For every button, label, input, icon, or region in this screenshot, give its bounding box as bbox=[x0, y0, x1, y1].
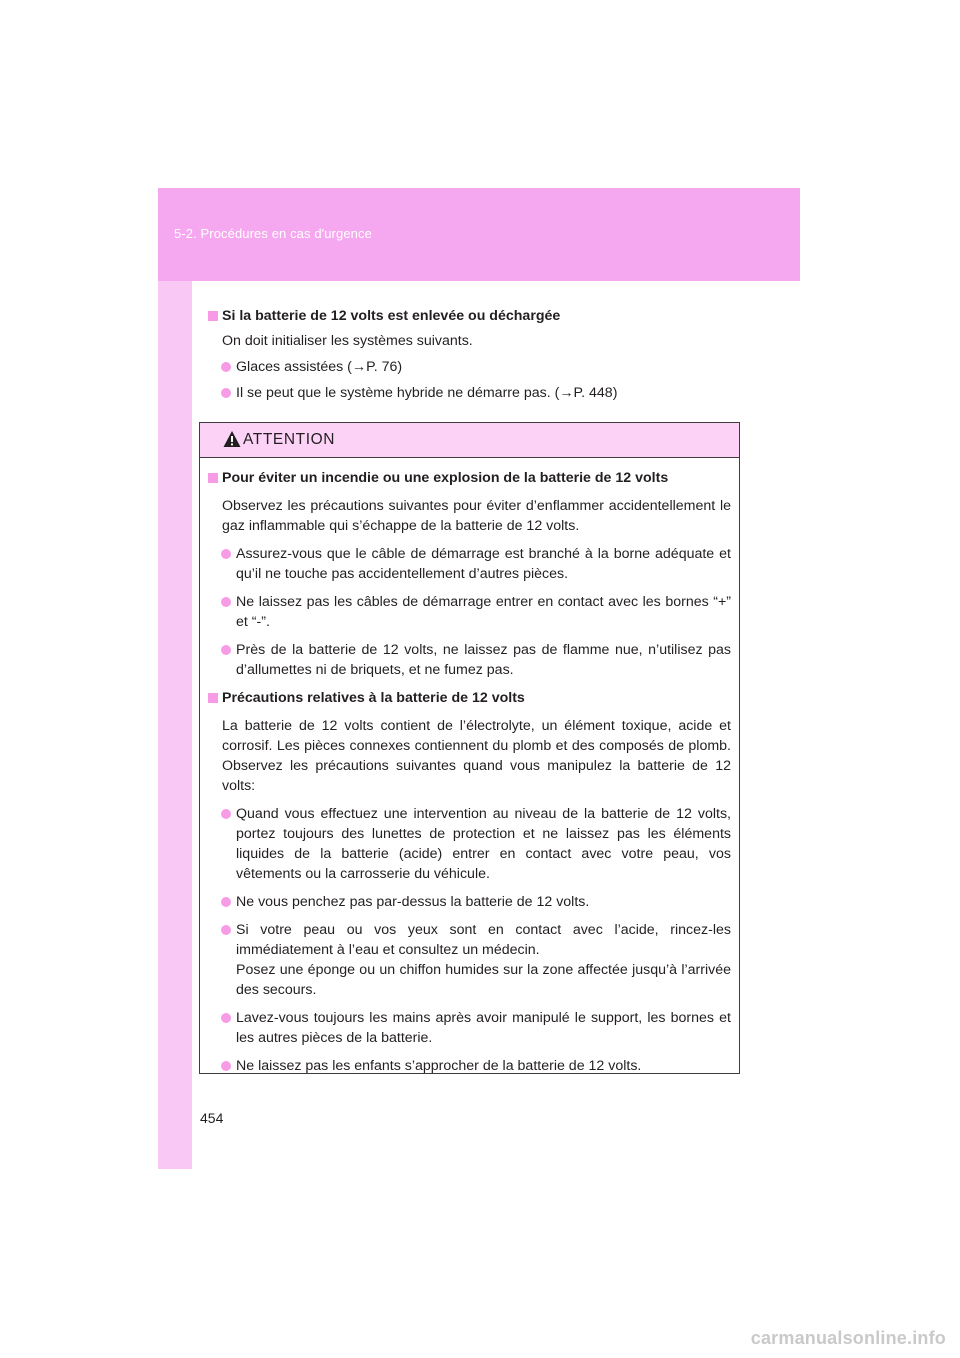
warning-text-battery: La batterie de 12 volts contient de l’électrolyte, un élément toxique, acide et corrosif. Les pièces connexes contiennent du plomb et des composés de plomb. Observez les précautions suivantes quand vous manipulez la batterie de 12 volts: bbox=[222, 718, 731, 794]
round-bullet-icon bbox=[221, 1061, 231, 1071]
list-item: Il se peut que le système hybride ne démarre pas. (→P. 448) bbox=[208, 383, 748, 403]
square-bullet-icon bbox=[208, 693, 218, 703]
round-bullet-icon bbox=[221, 645, 231, 655]
warning-title: ATTENTION bbox=[243, 431, 336, 448]
round-bullet-icon bbox=[221, 388, 231, 398]
round-bullet-icon bbox=[221, 809, 231, 819]
list-item: Près de la batterie de 12 volts, ne laissez pas de flamme nue, n’utilisez pas d’allumettes ni de briquets, et ne fumez pas. bbox=[208, 640, 731, 680]
warning-body bbox=[200, 458, 739, 1076]
intro-heading: Si la batterie de 12 volts est enlevée ou déchargée bbox=[208, 306, 748, 326]
round-bullet-icon bbox=[221, 597, 231, 607]
warning-heading-fire: Pour éviter un incendie ou une explosion de la batterie de 12 volts bbox=[208, 468, 731, 488]
list-item: Ne laissez pas les câbles de démarrage entrer en contact avec les bornes “+” et “-”. bbox=[208, 592, 731, 632]
round-bullet-icon bbox=[221, 362, 231, 372]
intro-text: On doit initialiser les systèmes suivants. bbox=[222, 333, 473, 349]
intro-block bbox=[208, 306, 748, 403]
list-item: Lavez-vous toujours les mains après avoir manipulé le support, les bornes et les autres pièces de la batterie. bbox=[208, 1008, 731, 1048]
list-item: Ne laissez pas les enfants s’approcher de la batterie de 12 volts. bbox=[208, 1056, 731, 1076]
list-item: Quand vous effectuez une intervention au niveau de la batterie de 12 volts, portez toujours des lunettes de protection et ne laissez pas les éléments liquides de la batterie (acide) entrer en contact avec votre peau, vos vêtements ou la carrosserie du véhicule. bbox=[208, 804, 731, 884]
page-number: 454 bbox=[200, 1110, 224, 1126]
side-margin-band bbox=[158, 281, 192, 1169]
round-bullet-icon bbox=[221, 549, 231, 559]
round-bullet-icon bbox=[221, 925, 231, 935]
warning-triangle-icon bbox=[223, 430, 241, 448]
square-bullet-icon bbox=[208, 473, 218, 483]
list-item: Ne vous penchez pas par-dessus la batterie de 12 volts. bbox=[208, 892, 731, 912]
list-item: Si votre peau ou vos yeux sont en contact avec l’acide, rincez-les immédiatement à l’eau et consultez un médecin. Posez une éponge ou un chiffon humides sur la zone affectée jusqu’à l’arrivée des secours. bbox=[208, 920, 731, 1000]
watermark: carmanualsonline.info bbox=[750, 1328, 946, 1348]
warning-text-fire: Observez les précautions suivantes pour éviter d’enflammer accidentellement le gaz inflammable qui s’échappe de la batterie de 12 volts. bbox=[222, 498, 731, 534]
warning-box bbox=[199, 422, 740, 1074]
warning-header bbox=[200, 423, 739, 458]
section-title: 5-2. Procédures en cas d'urgence bbox=[174, 226, 372, 241]
round-bullet-icon bbox=[221, 1013, 231, 1023]
round-bullet-icon bbox=[221, 897, 231, 907]
square-bullet-icon bbox=[208, 311, 218, 321]
warning-heading-battery: Précautions relatives à la batterie de 12 volts bbox=[208, 688, 731, 708]
list-item: Glaces assistées (→P. 76) bbox=[208, 357, 748, 377]
list-item: Assurez-vous que le câble de démarrage est branché à la borne adéquate et qu’il ne touche pas accidentellement d’autres pièces. bbox=[208, 544, 731, 584]
